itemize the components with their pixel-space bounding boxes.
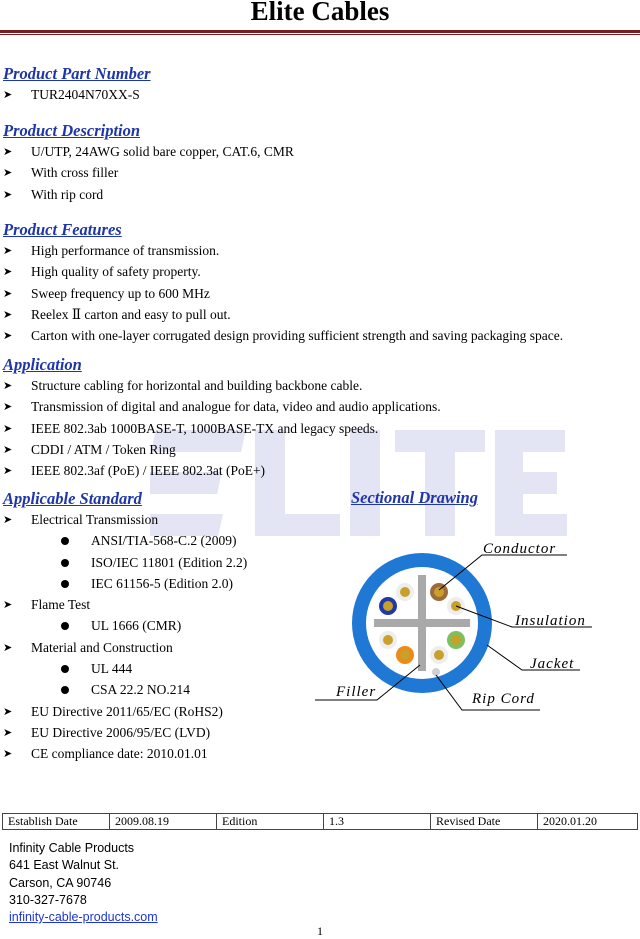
- feature-item: ➤ Sweep frequency up to 600 MHz: [3, 283, 563, 304]
- standard-flame-item: UL 1666 (CMR): [3, 615, 247, 636]
- standard-electrical: ➤ Electrical Transmission: [3, 509, 247, 530]
- feature-item: ➤ High quality of safety property.: [3, 261, 563, 282]
- rip-cord: [432, 668, 440, 676]
- features-section: [3, 220, 563, 346]
- standard-heading: Applicable Standard: [3, 489, 142, 508]
- header-rule: [0, 30, 640, 33]
- part-number-heading: Product Part Number: [3, 64, 151, 83]
- description-item: ➤ U/UTP, 24AWG solid bare copper, CAT.6, CMR: [3, 141, 294, 162]
- feature-item: ➤ Carton with one-layer corrugated design providing sufficient strength and saving packaging space.: [3, 325, 563, 346]
- description-item: ➤ With cross filler: [3, 162, 294, 183]
- standard-material-item: UL 444: [3, 658, 247, 679]
- application-item: ➤ IEEE 802.3ab 1000BASE-T, 1000BASE-TX and legacy speeds.: [3, 418, 441, 439]
- application-section: [3, 355, 441, 481]
- insulation-label: Insulation: [515, 613, 586, 629]
- filler-label: Filler: [336, 684, 377, 700]
- standard-material: ➤ Material and Construction: [3, 637, 247, 658]
- application-item: ➤ CDDI / ATM / Token Ring: [3, 439, 441, 460]
- rip-cord-label: Rip Cord: [472, 691, 535, 707]
- revision-table: [2, 813, 638, 830]
- standard-other-item: ➤ CE compliance date: 2010.01.01: [3, 743, 247, 764]
- header-rule-thin: [0, 34, 640, 35]
- standard-flame: ➤ Flame Test: [3, 594, 247, 615]
- edition-value: 1.3: [324, 814, 431, 830]
- conductor-label: Conductor: [483, 541, 557, 557]
- standard-material-item: CSA 22.2 NO.214: [3, 679, 247, 700]
- phone-number: 310-327-7678: [9, 892, 87, 907]
- standard-electrical-item: IEC 61156-5 (Edition 2.0): [3, 573, 247, 594]
- application-heading: Application: [3, 355, 82, 374]
- standard-electrical-item: ANSI/TIA-568-C.2 (2009): [3, 530, 247, 551]
- feature-item: ➤ High performance of transmission.: [3, 240, 563, 261]
- company-name: Infinity Cable Products: [9, 841, 135, 855]
- standard-other-item: ➤ EU Directive 2011/65/EC (RoHS2): [3, 701, 247, 722]
- part-number-item: ➤ TUR2404N70XX-S: [3, 84, 151, 105]
- application-item: ➤ IEEE 802.3af (PoE) / IEEE 802.3at (PoE+): [3, 460, 441, 481]
- edition-label: Edition: [217, 814, 324, 830]
- website-link[interactable]: infinity-cable-products.com: [9, 910, 158, 925]
- description-heading: Product Description: [3, 121, 141, 140]
- application-item: ➤ Transmission of digital and analogue for data, video and audio applications.: [3, 396, 441, 417]
- establish-date-label: Establish Date: [3, 814, 110, 830]
- description-section: [3, 121, 294, 205]
- application-item: ➤ Structure cabling for horizontal and building backbone cable.: [3, 375, 441, 396]
- feature-item: ➤ Reelex Ⅱ carton and easy to pull out.: [3, 304, 563, 325]
- city-state-zip: Carson, CA 90746: [9, 875, 112, 890]
- sectional-drawing-heading: Sectional Drawing: [351, 488, 478, 507]
- establish-date-value: 2009.08.19: [110, 814, 217, 830]
- features-heading: Product Features: [3, 220, 122, 239]
- standard-other-item: ➤ EU Directive 2006/95/EC (LVD): [3, 722, 247, 743]
- standard-electrical-item: ISO/IEC 11801 (Edition 2.2): [3, 552, 247, 573]
- revised-date-value: 2020.01.20: [538, 814, 638, 830]
- description-item: ➤ With rip cord: [3, 184, 294, 205]
- page-number: 1: [317, 924, 323, 938]
- street-address: 641 East Walnut St.: [9, 858, 120, 873]
- revised-date-label: Revised Date: [431, 814, 538, 830]
- standard-section: [3, 489, 247, 765]
- cable-cross-section-diagram: [312, 535, 612, 715]
- document-title: Elite Cables: [250, 0, 390, 26]
- part-number-section: [3, 64, 151, 105]
- cross-filler-horizontal: [374, 619, 470, 627]
- jacket-label: Jacket: [530, 656, 575, 672]
- company-address: [9, 840, 158, 926]
